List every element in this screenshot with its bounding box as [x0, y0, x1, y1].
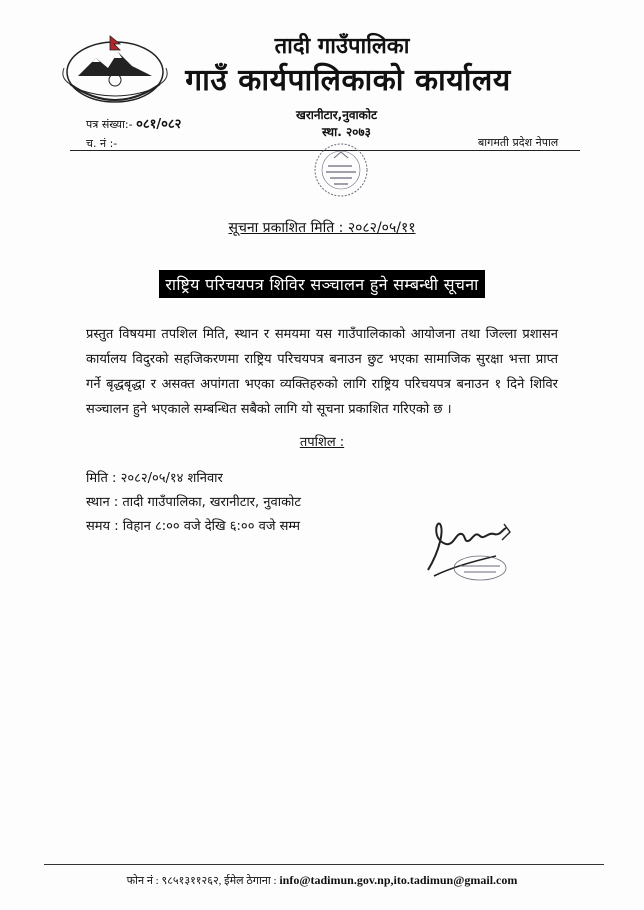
notice-body: प्रस्तुत विषयमा तपशिल मिति, स्थान र समयमा यस गाउँपालिकाको आयोजना तथा जिल्ला प्रशासन कार्यालय विदुरको सहजिकरणमा राष्ट्रिय परिचयपत्र बनाउन छुट भएका सामाजिक सुरक्षा भत्ता प्राप्त गर्ने बृद्धबृद्धा र असक्त अपांगता भएका व्यक्तिहरुको लागि राष्ट्रिय परिचयपत्र बनाउन १ दिने शिविर सञ्चालन हुने भएकाले सम्बन्धित सबैको लागि यो सूचना प्रकाशित गरिएको छ । — [86, 327, 558, 417]
office-address: खरानीटार,नुवाकोट — [296, 108, 378, 122]
details-heading: तपशिल : — [299, 435, 345, 450]
detail-time: समय : विहान ८:०० वजे देखि ६:०० वजे सम्म — [86, 519, 301, 534]
detail-venue: स्थान : तादी गाउँपालिका, खरानीटार, नुवाकोट — [86, 495, 301, 510]
office-seal-stamp-icon — [298, 140, 384, 204]
notice-published-date: सूचना प्रकाशित मिति : २०८२/०५/११ — [228, 220, 416, 236]
office-name: तादी गाउँपालिका — [274, 34, 410, 59]
dispatch-number-label: च. नं :- — [86, 137, 118, 150]
reference-number — [86, 114, 181, 132]
footer-email: info@tadimun.gov.np,ito.tadimun@gmail.com — [279, 873, 518, 887]
province-name: बागमती प्रदेश नेपाल — [478, 136, 559, 149]
footer-phone: फोन नं : ९८५१३११२६२, ईमेल ठेगाना : — [126, 875, 277, 887]
footer-divider — [44, 864, 604, 865]
reference-value: ०८१/०८२ — [136, 117, 182, 132]
established-year: स्था. २०७३ — [322, 125, 371, 139]
reference-label: पत्र संख्या:- — [86, 118, 133, 131]
signature-icon — [410, 510, 530, 590]
contact-footer — [0, 873, 644, 888]
detail-date: मिति : २०८२/०५/१४ शनिवार — [86, 471, 223, 486]
office-title: गाउँ कार्यपालिकाको कार्यालय — [185, 63, 511, 98]
notice-subject-banner — [0, 270, 644, 298]
notice-subject: राष्ट्रिय परिचयपत्र शिविर सञ्चालन हुने सम्बन्धी सूचना — [159, 270, 484, 298]
